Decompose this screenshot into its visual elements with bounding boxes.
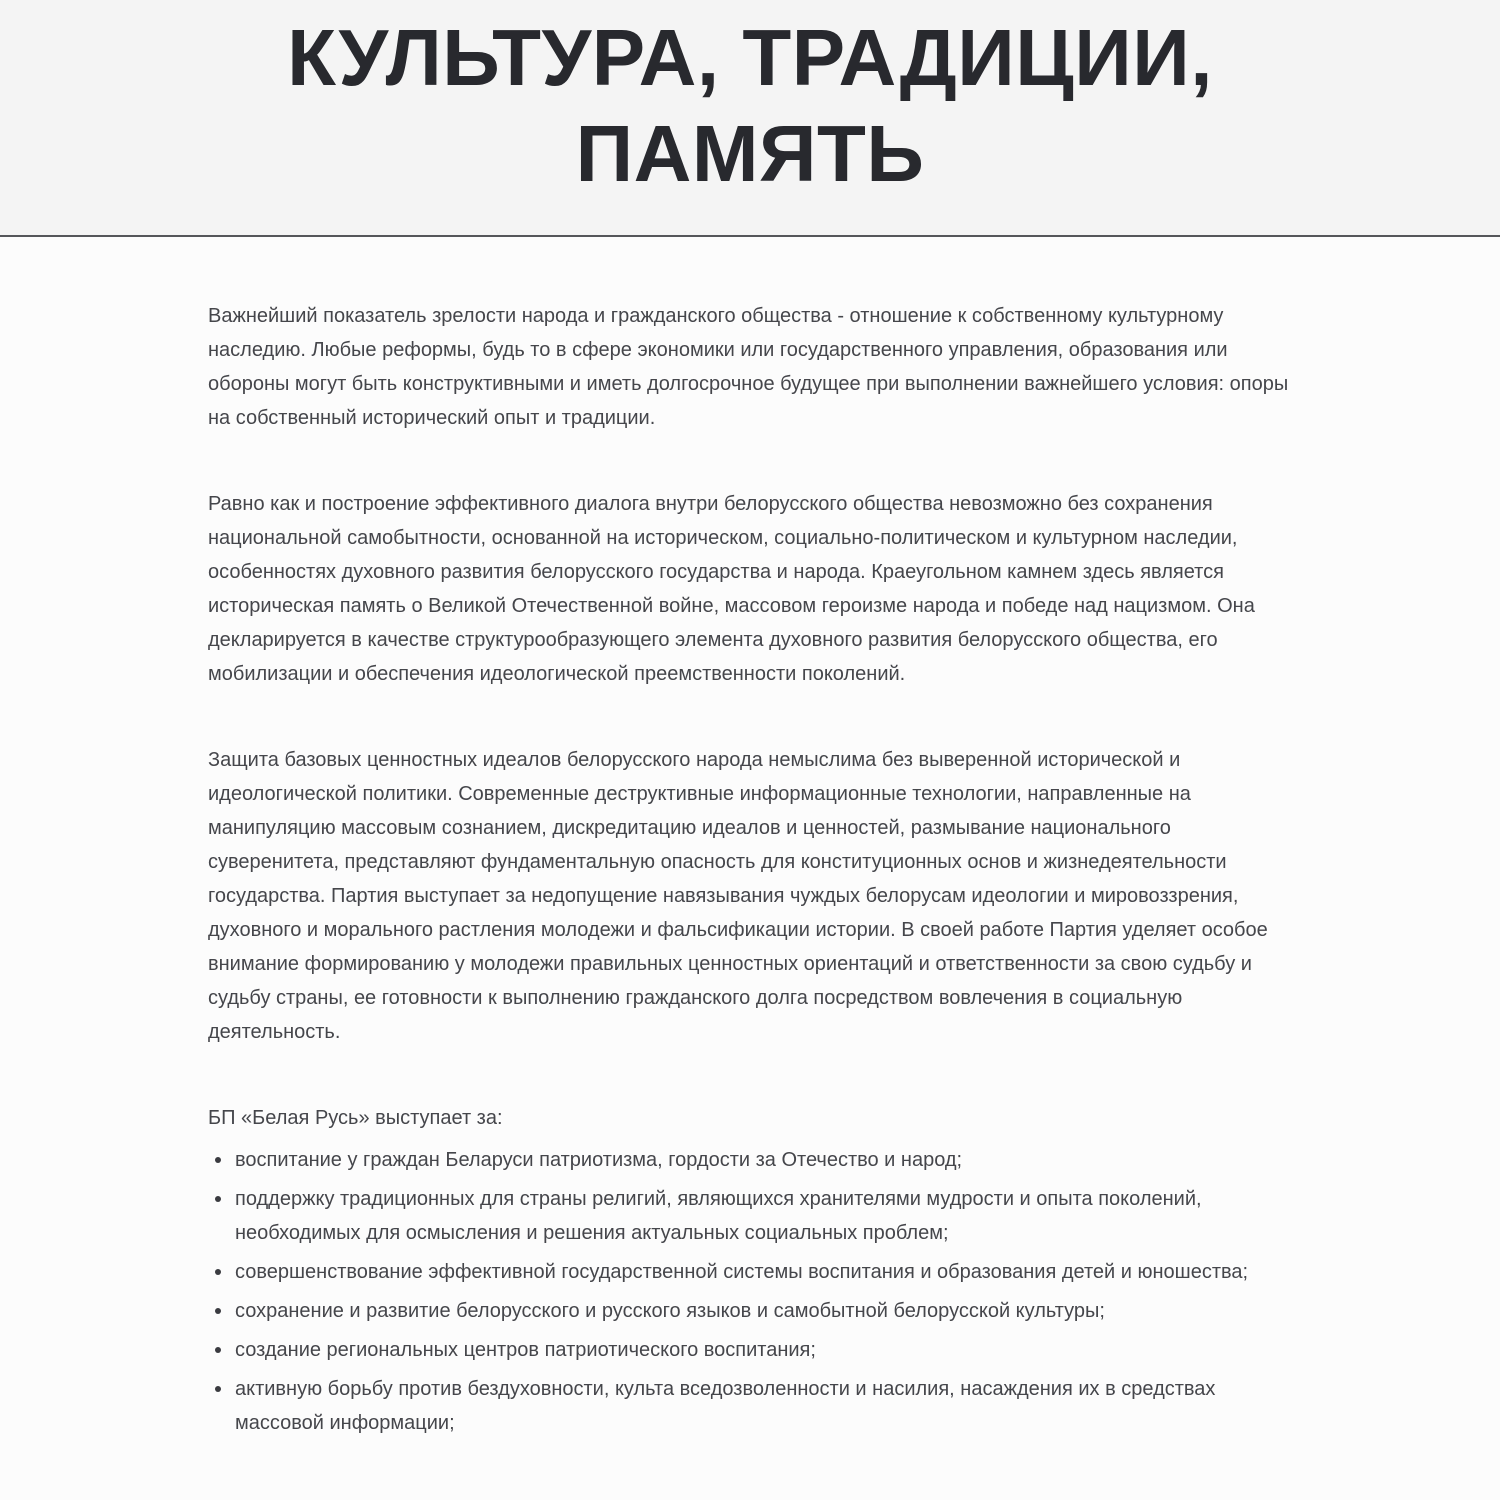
list-item-regional-centers: создание региональных центров патриотического воспитания; [208, 1333, 1296, 1367]
list-item-education-system: совершенствование эффективной государственной системы воспитания и образования детей и юношества; [208, 1255, 1296, 1289]
paragraph-culture-heritage: Важнейший показатель зрелости народа и гражданского общества - отношение к собственному культурному наследию. Любые реформы, будь то в сфере экономики или государственного управления, образования или обороны могут быть конструктивными и иметь долгосрочное будущее при выполнении важнейшего условия: опоры на собственный исторический опыт и традиции. [208, 305, 1289, 429]
main-content [0, 237, 1500, 1440]
list-item-languages-culture: сохранение и развитие белорусского и русского языков и самобытной белорусской культуры; [208, 1294, 1296, 1328]
list-item-media-fight: активную борьбу против бездуховности, культа вседозволенности и насилия, насаждения их в средствах массовой информации; [208, 1372, 1296, 1440]
paragraph-national-identity: Равно как и построение эффективного диалога внутри белорусского общества невозможно без сохранения национальной самобытности, основанной на историческом, социально-политическом и культурном наследии, особенностях духовного развития белорусского государства и народа. Краеугольном камнем здесь является историческая память о Великой Отечественной войне, массовом героизме народа и победе над нацизмом. Она декларируется в качестве структурообразующего элемента духовного развития белорусского общества, его мобилизации и обеспечения идеологической преемственности поколений. [208, 493, 1255, 685]
positions-list [208, 1143, 1296, 1440]
list-item-religions: поддержку традиционных для страны религий, являющихся хранителями мудрости и опыта поколений, необходимых для осмысления и решения актуальных социальных проблем; [208, 1182, 1296, 1250]
page-title-line-1: КУЛЬТУРА, ТРАДИЦИИ, [287, 13, 1213, 102]
page-title [0, 10, 1500, 202]
page-title-line-2: ПАМЯТЬ [575, 109, 925, 198]
list-item-patriotism: воспитание у граждан Беларуси патриотизма, гордости за Отечество и народ; [208, 1143, 1296, 1177]
page-header [0, 0, 1500, 237]
list-intro: БП «Белая Русь» выступает за: [208, 1107, 503, 1129]
paragraph-value-protection: Защита базовых ценностных идеалов белорусского народа немыслима без выверенной исторической и идеологической политики. Современные деструктивные информационные технологии, направленные на манипуляцию массовым сознанием, дискредитацию идеалов и ценностей, размывание национального суверенитета, представляют фундаментальную опасность для конституционных основ и жизнедеятельности государства. Партия выступает за недопущение навязывания чуждых белорусам идеологии и мировоззрения, духовного и морального растления молодежи и фальсификации истории. В своей работе Партия уделяет особое внимание формированию у молодежи правильных ценностных ориентаций и ответственности за свою судьбу и судьбу страны, ее готовности к выполнению гражданского долга посредством вовлечения в социальную деятельность. [208, 749, 1268, 1043]
